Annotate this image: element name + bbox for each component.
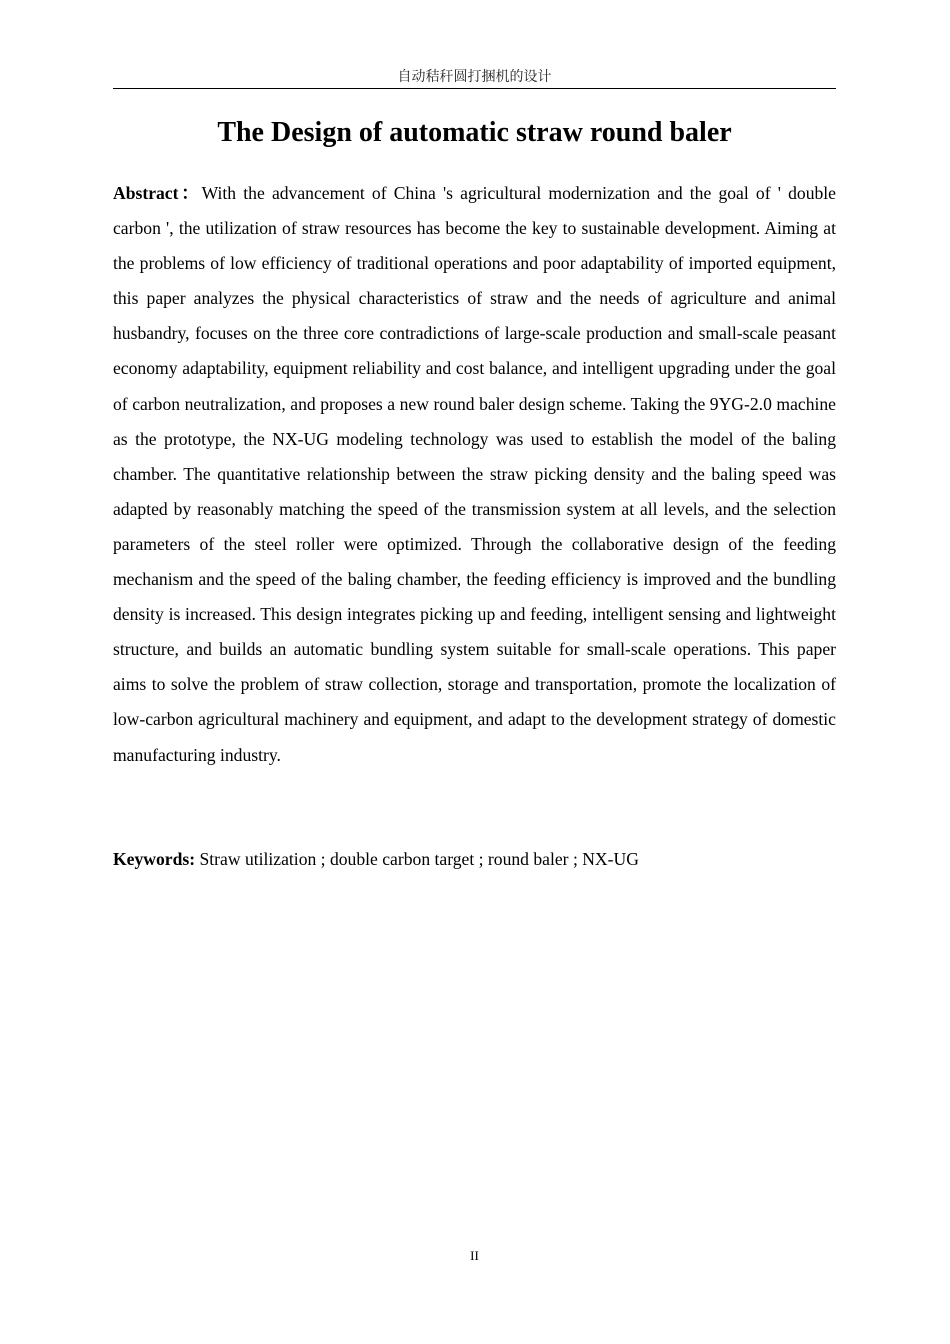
page-number: II — [470, 1248, 479, 1263]
keywords-label: Keywords: — [113, 849, 196, 869]
keywords-text: Straw utilization ; double carbon target ; round baler ; NX-UG — [199, 849, 639, 869]
abstract-text: With the advancement of China 's agricultural modernization and the goal of ' double carbon ', the utilization of straw resources has become the key to sustainable development. Aiming at the problems of low efficiency of traditional operations and poor adaptability of imported equipment, this paper analyzes the physical characteristics of straw and the needs of agriculture and animal husbandry, focuses on the three core contradictions of large-scale production and small-scale peasant economy adaptability, equipment reliability and cost balance, and intelligent upgrading under the goal of carbon neutralization, and proposes a new round baler design scheme. Taking the 9YG-2.0 machine as the prototype, the NX-UG modeling technology was used to establish the model of the baling chamber. The quantitative relationship between the straw picking density and the baling speed was adapted by reasonably matching the speed of the transmission system at all levels, and the selection parameters of the steel roller were optimized. Through the collaborative design of the feeding mechanism and the speed of the baling chamber, the feeding efficiency is improved and the bundling density is increased. This design integrates picking up and feeding, intelligent sensing and lightweight structure, and builds an automatic bundling system suitable for small-scale operations. This paper aims to solve the problem of straw collection, storage and transportation, promote the localization of low-carbon agricultural machinery and equipment, and adapt to the development strategy of domestic manufacturing industry. — [113, 183, 836, 765]
running-header: 自动秸秆圆打捆机的设计 — [113, 66, 836, 89]
keywords-paragraph — [113, 842, 836, 877]
abstract-paragraph — [113, 176, 836, 773]
abstract-label: Abstract： — [113, 183, 202, 203]
page-title: The Design of automatic straw round baler — [217, 117, 732, 148]
